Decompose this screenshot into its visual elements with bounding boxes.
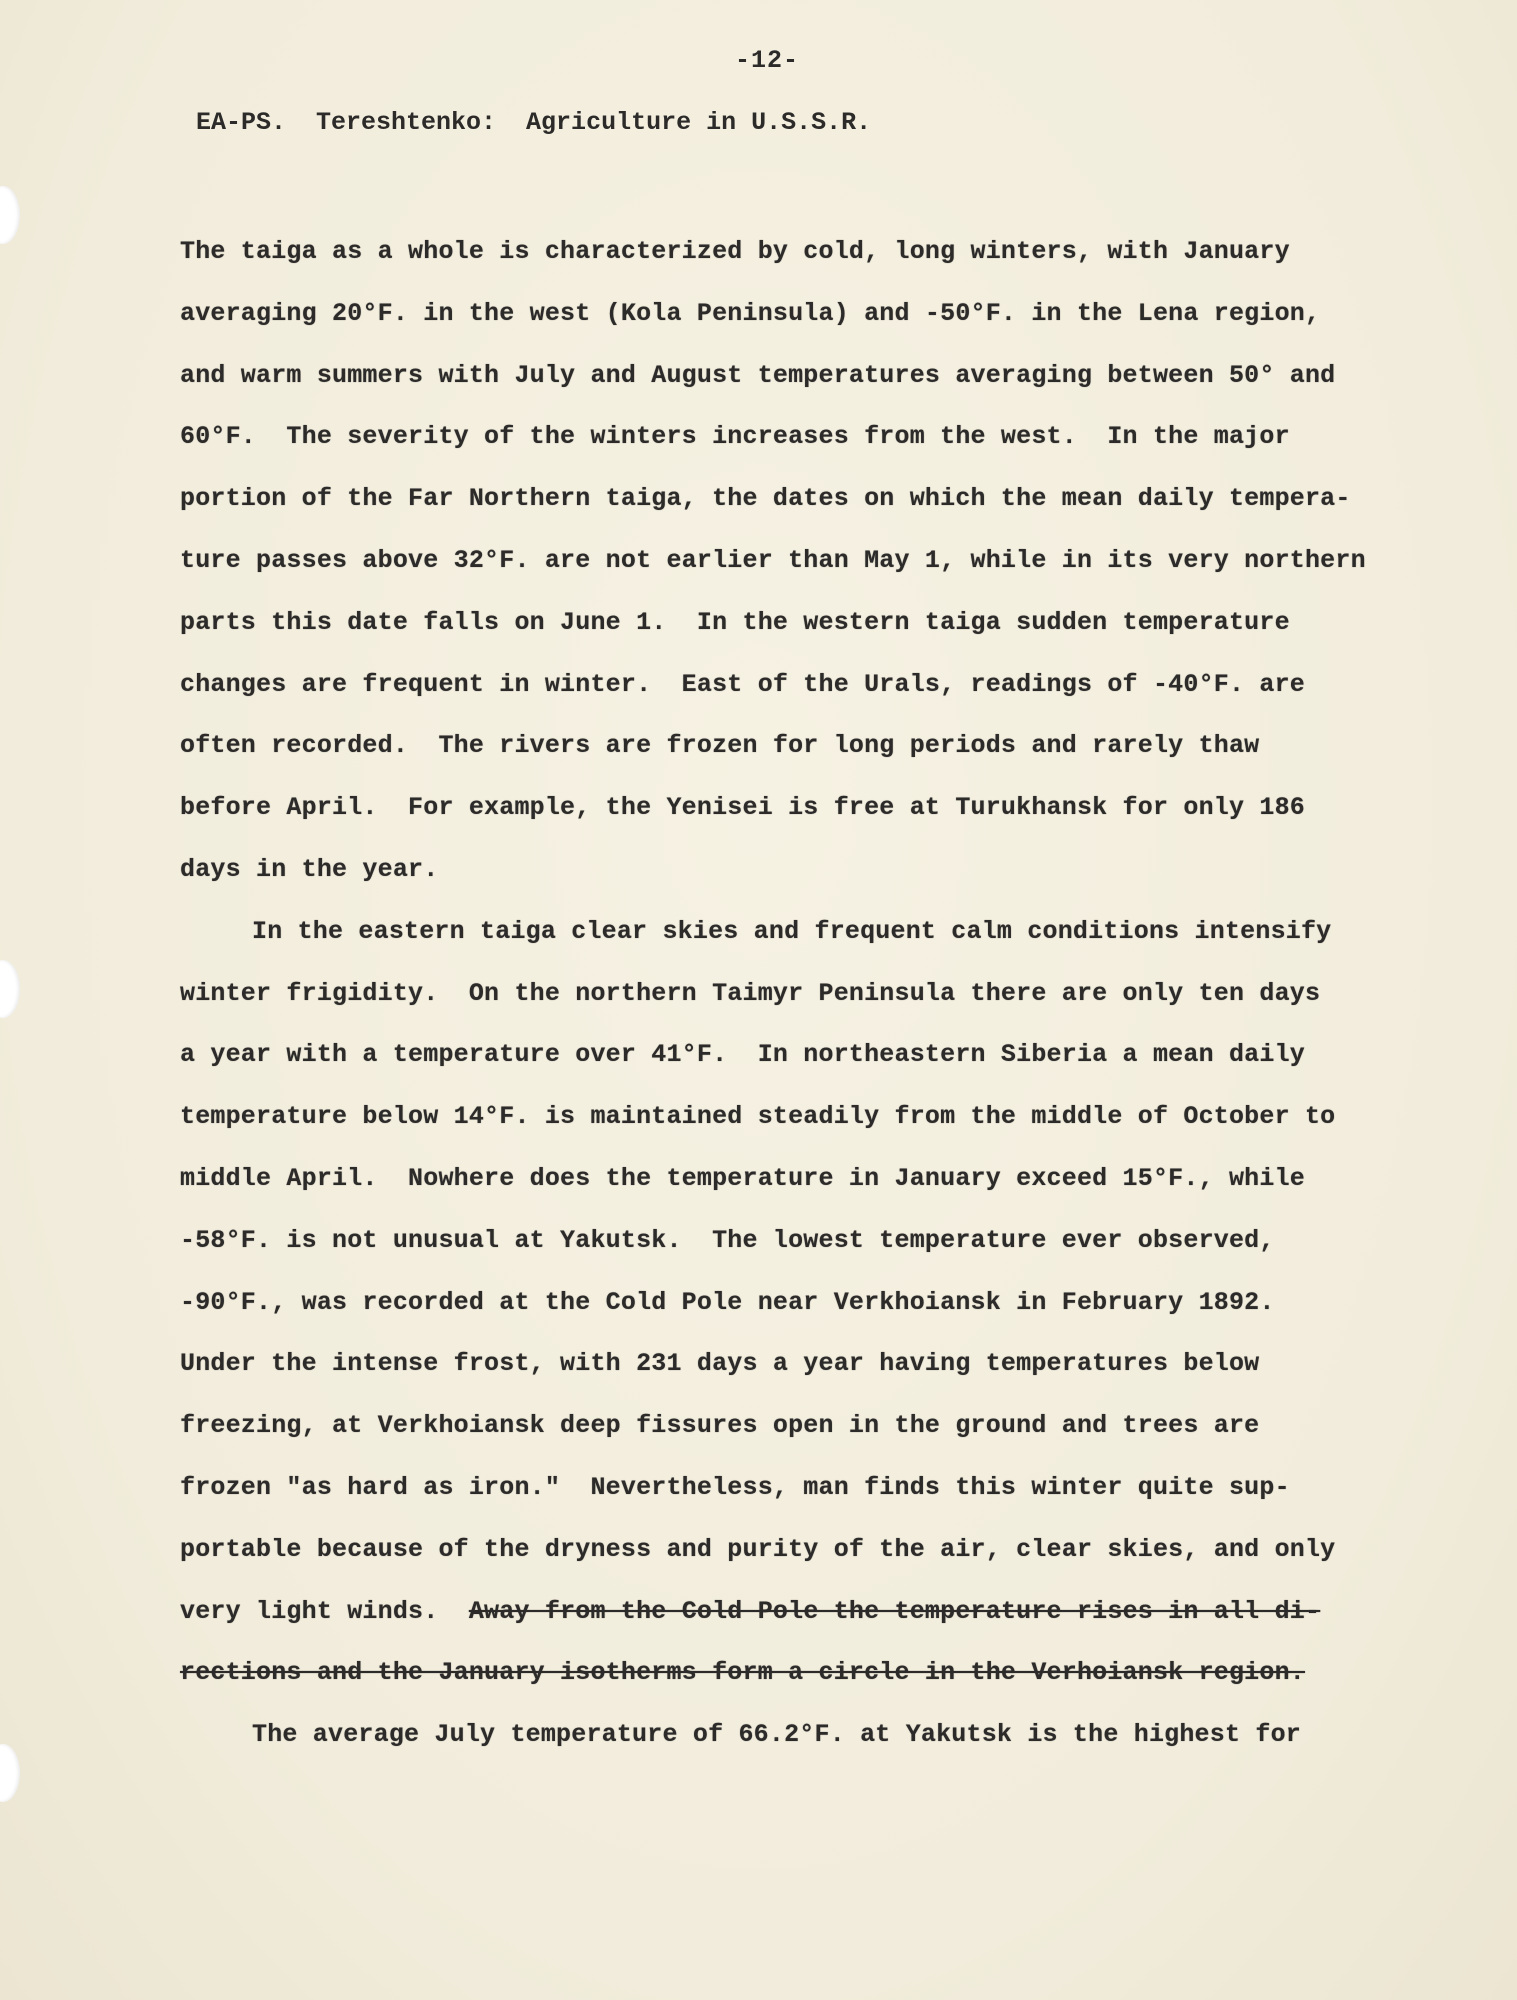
text-line: winter frigidity. On the northern Taimyr Peninsula there are only ten days: [180, 978, 1321, 1008]
text-line: ture passes above 32°F. are not earlier than May 1, while in its very northern: [180, 545, 1366, 575]
text-line: a year with a temperature over 41°F. In northeastern Siberia a mean daily: [180, 1040, 1305, 1070]
text-line: days in the year.: [180, 854, 439, 884]
struck-text: Away from the Cold Pole the temperature rises in all di-: [468, 1596, 1321, 1626]
text-line: freezing, at Verkhoiansk deep fissures open in the ground and trees are: [180, 1411, 1260, 1441]
text-line: The taiga as a whole is characterized by cold, long winters, with January: [180, 237, 1290, 266]
punch-hole-bottom: [0, 1744, 20, 1802]
text-line-with-strikeout: [180, 1587, 1430, 1649]
text-line: The average July temperature of 66.2°F. at Yakutsk is the highest for: [252, 1720, 1301, 1750]
body-text: [180, 227, 1430, 1772]
text-line: often recorded. The rivers are frozen for long periods and rarely thaw: [180, 731, 1260, 761]
struck-text-line: rections and the January isotherms form a circle in the Verhoiansk region.: [180, 1658, 1305, 1688]
text-line-start: very light winds.: [180, 1596, 469, 1626]
text-line: 60°F. The severity of the winters increases from the west. In the major: [180, 422, 1290, 452]
text-line: changes are frequent in winter. East of the Urals, readings of -40°F. are: [180, 669, 1305, 699]
page-number: -12-: [735, 46, 800, 75]
text-line: -58°F. is not unusual at Yakutsk. The lowest temperature ever observed,: [180, 1225, 1275, 1255]
text-line: frozen "as hard as iron." Nevertheless, man finds this winter quite sup-: [180, 1472, 1290, 1502]
text-line: parts this date falls on June 1. In the western taiga sudden temperature: [180, 607, 1290, 637]
text-line: portable because of the dryness and purity of the air, clear skies, and only: [180, 1534, 1336, 1564]
text-line: Under the intense frost, with 231 days a year having temperatures below: [180, 1349, 1260, 1379]
text-line: middle April. Nowhere does the temperature in January exceed 15°F., while: [180, 1163, 1305, 1193]
text-line: portion of the Far Northern taiga, the dates on which the mean daily tempera-: [180, 484, 1351, 514]
punch-hole-middle: [0, 960, 20, 1018]
text-line: temperature below 14°F. is maintained steadily from the middle of October to: [180, 1102, 1336, 1132]
text-line: averaging 20°F. in the west (Kola Peninsula) and -50°F. in the Lena region,: [180, 298, 1321, 328]
text-line: In the eastern taiga clear skies and frequent calm conditions intensify: [252, 916, 1332, 946]
text-line: before April. For example, the Yenisei is free at Turukhansk for only 186: [180, 793, 1305, 823]
text-line: -90°F., was recorded at the Cold Pole near Verkhoiansk in February 1892.: [180, 1287, 1275, 1317]
text-line: and warm summers with July and August temperatures averaging between 50° and: [180, 360, 1336, 390]
running-header: EA-PS. Tereshtenko: Agriculture in U.S.S.R.: [196, 108, 872, 137]
punch-hole-top: [0, 186, 20, 244]
